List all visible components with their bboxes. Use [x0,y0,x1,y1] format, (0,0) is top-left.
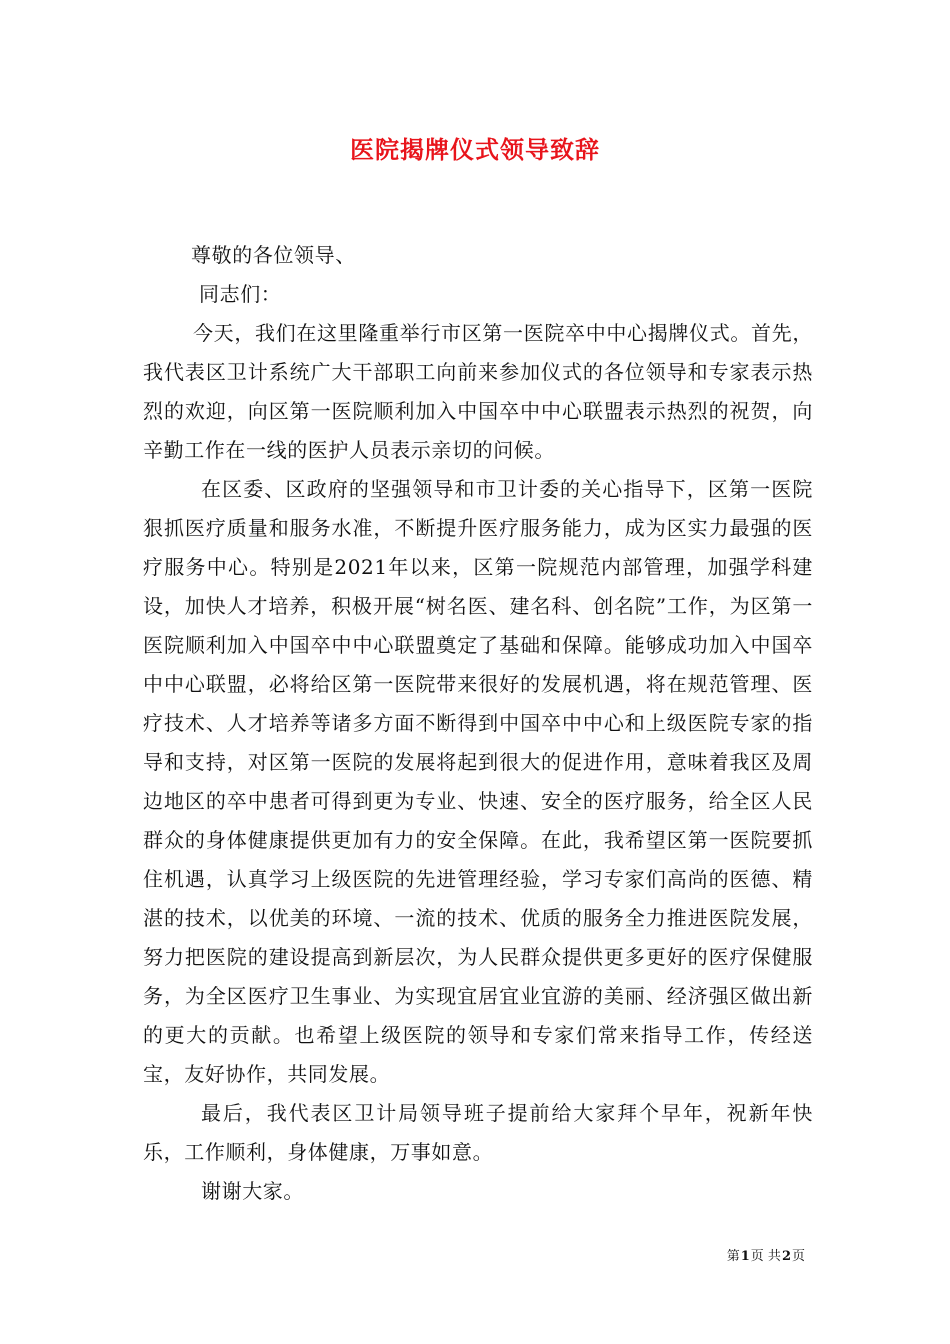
footer-total-pages: 2 [781,1249,791,1264]
page-number-footer [727,1248,805,1266]
paragraph-opening: 今天，我们在这里隆重举行市区第一医院卒中中心揭牌仪式。首先，我代表区卫计系统广大干部职工向前来参加仪式的各位领导和专家表示热烈的欢迎，向区第一医院顺利加入中国卒中中心联盟表示热烈的祝贺，向辛勤工作在一线的医护人员表示亲切的问候。 [143,321,813,462]
footer-current-page: 1 [740,1249,750,1264]
footer-middle: 页 共 [750,1249,781,1264]
greeting-line-1: 尊敬的各位领导、 [191,243,356,267]
document-body [143,236,813,1211]
greeting-line-2: 同志们： [199,282,282,306]
paragraph-closing: 最后，我代表区卫计局领导班子提前给大家拜个早年，祝新年快乐，工作顺利，身体健康，万事如意。 [143,1101,813,1164]
document-title: 医院揭牌仪式领导致辞 [350,135,600,164]
paragraph-thanks: 谢谢大家。 [201,1179,304,1203]
paragraph-main: 在区委、区政府的坚强领导和市卫计委的关心指导下，区第一医院狠抓医疗质量和服务水准，不断提升医疗服务能力，成为区实力最强的医疗服务中心。特别是2021年以来，区第一院规范内部管理，加强学科建设，加快人才培养，积极开展“树名医、建名科、创名院”工作，为区第一医院顺利加入中国卒中中心联盟奠定了基础和保障。能够成功加入中国卒中中心联盟，必将给区第一医院带来很好的发展机遇，将在规范管理、医疗技术、人才培养等诸多方面不断得到中国卒中中心和上级医院专家的指导和支持，对区第一医院的发展将起到很大的促进作用，意味着我区及周边地区的卒中患者可得到更为专业、快速、安全的医疗服务，给全区人民群众的身体健康提供更加有力的安全保障。在此，我希望区第一医院要抓住机遇，认真学习上级医院的先进管理经验，学习专家们高尚的医德、精湛的技术，以优美的环境、一流的技术、优质的服务全力推进医院发展，努力把医院的建设提高到新层次，为人民群众提供更多更好的医疗保健服务，为全区医疗卫生事业、为实现宜居宜业宜游的美丽、经济强区做出新的更大的贡献。也希望上级医院的领导和专家们常来指导工作，传经送宝，友好协作，共同发展。 [143,477,813,1086]
footer-prefix: 第 [726,1249,740,1264]
footer-suffix: 页 [791,1249,805,1264]
